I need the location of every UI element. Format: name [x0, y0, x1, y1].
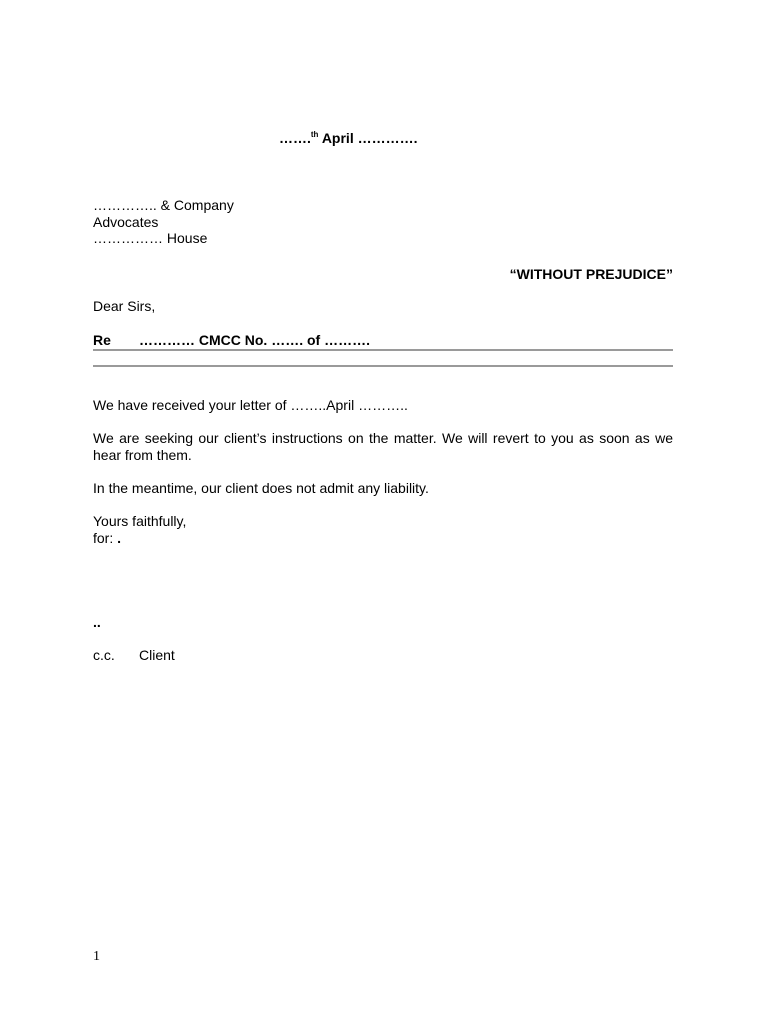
divider-rule-bottom — [93, 365, 673, 367]
salutation: Dear Sirs, — [93, 298, 156, 314]
reference-label: Re — [93, 332, 111, 348]
date-rest: April …………. — [318, 130, 418, 146]
cc-line — [93, 647, 175, 664]
paragraph-received: We have received your letter of ……..April ……….. — [93, 397, 408, 413]
recipient-line-2: Advocates — [93, 214, 159, 230]
date-suffix: th — [310, 130, 319, 139]
cc-label: c.c. — [93, 647, 115, 663]
reference-text: ………… CMCC No. ……. of ………. — [139, 332, 370, 348]
without-prejudice-heading: “WITHOUT PREJUDICE” — [509, 266, 673, 282]
page-number: 1 — [93, 949, 100, 964]
letter-date — [279, 130, 418, 147]
divider-rule-top — [93, 349, 673, 351]
recipient-line-3: …………… House — [93, 230, 208, 246]
paragraph-instructions: We are seeking our client’s instructions on the matter. We will revert to you as soon as we hear from them. — [93, 430, 673, 463]
paragraph-liability: In the meantime, our client does not admit any liability. — [93, 480, 429, 496]
signature-placeholder: .. — [93, 614, 101, 630]
for-value: . — [117, 530, 122, 546]
reference-line — [93, 332, 370, 349]
cc-value: Client — [139, 647, 175, 663]
for-label: for: — [93, 530, 118, 546]
closing-line: Yours faithfully, — [93, 513, 187, 529]
recipient-line-1: ………….. & Company — [93, 197, 234, 213]
date-day: ……. — [279, 130, 311, 146]
for-line — [93, 530, 121, 547]
